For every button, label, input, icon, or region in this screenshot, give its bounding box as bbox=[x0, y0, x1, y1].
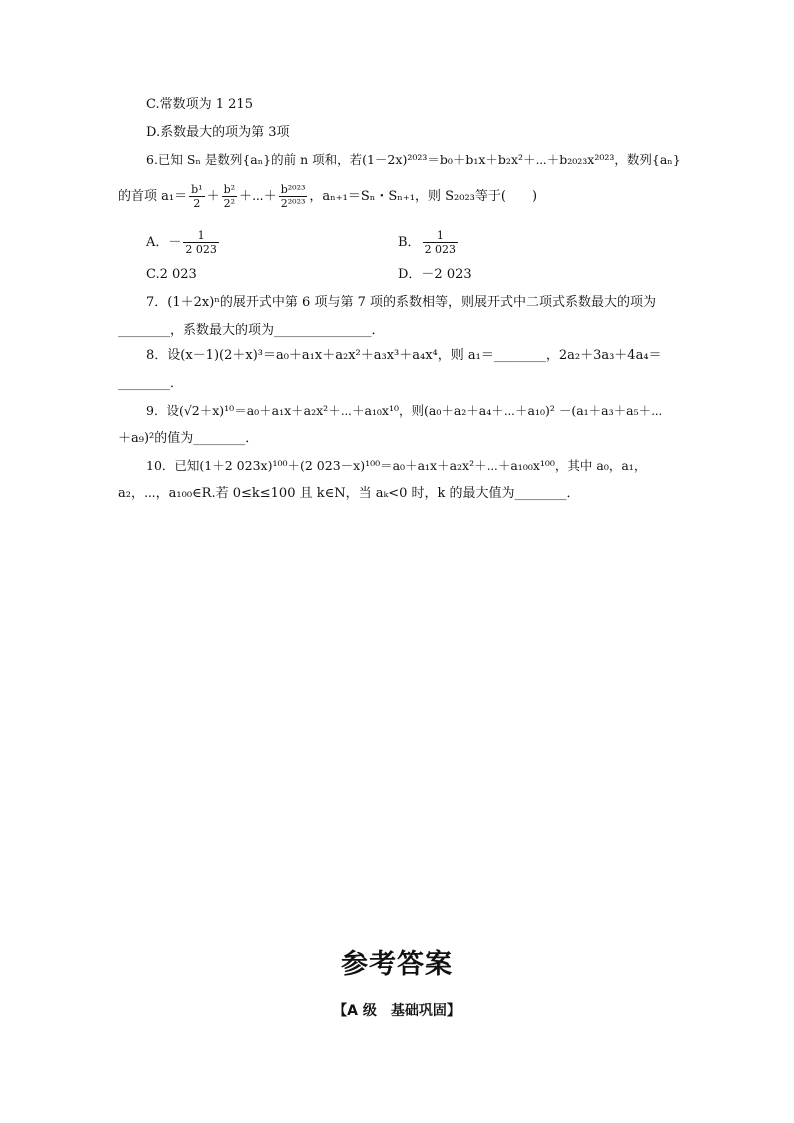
option-d: D．－2 023 bbox=[398, 267, 472, 282]
option-a: A．－ $\frac{1}{2 023}$ bbox=[146, 229, 217, 256]
answer-section-heading: 【A 级 基础巩固】 bbox=[333, 1003, 461, 1019]
fraction-b2023-over-2pow: $\frac{\text{b²⁰²³}}{\text{2²⁰²³}}$ bbox=[280, 183, 306, 210]
question-8-line-2: ________． bbox=[118, 376, 184, 391]
plus-ellipsis: ＋⋯＋ bbox=[239, 189, 277, 204]
question-9-line-1: 9．设(√2＋x)¹⁰＝a₀＋a₁x＋a₂x²＋⋯＋a₁₀x¹⁰，则(a₀＋a₂＋a₄＋⋯＋a₁₀)² －(a₁＋a₃＋a₅＋⋯ bbox=[146, 403, 663, 418]
option-d-text: D.系数最大的项为第 3项 bbox=[146, 125, 290, 140]
question-10-line-2: a₂，⋯，a₁₀₀∈R.若 0≤k≤100 且 k∈N，当 aₖ<0 时，k 的最大值为________． bbox=[118, 486, 580, 501]
question-7-line-2: ________，系数最大的项为_______________． bbox=[118, 323, 385, 338]
q6-first-term-label: 的首项 a₁＝ bbox=[118, 189, 188, 204]
question-6-stem: 6.已知 Sₙ 是数列{aₙ}的前 n 项和，若(1－2x)²⁰²³＝b₀＋b₁x＋b₂x²＋⋯＋b₂₀₂₃x²⁰²³，数列{aₙ} bbox=[146, 152, 681, 167]
option-b: B． $\frac{1}{2 023}$ bbox=[398, 229, 457, 256]
fraction-b2-over-2sq: $\frac{\text{b²}}{\text{2²}}$ bbox=[223, 183, 236, 210]
plus-sign: ＋ bbox=[206, 189, 220, 204]
question-8-line-1: 8．设(x－1)(2＋x)³＝a₀＋a₁x＋a₂x²＋a₃x³＋a₄x⁴，则 a₁＝________，2a₂＋3a₃＋4a₄＝ bbox=[146, 348, 662, 363]
question-10-line-1: 10．已知(1＋2 023x)¹⁰⁰＋(2 023－x)¹⁰⁰＝a₀＋a₁x＋a₂x²＋⋯＋a₁₀₀x¹⁰⁰，其中 a₀，a₁， bbox=[146, 458, 647, 473]
question-9-line-2: ＋a₉)²的值为________． bbox=[118, 431, 259, 446]
q6-recurrence: ，aₙ₊₁＝Sₙ・Sₙ₊₁，则 S₂₀₂₃等于( ) bbox=[309, 189, 538, 204]
option-c: C.2 023 bbox=[146, 267, 197, 282]
answer-title: 参考答案 bbox=[341, 949, 453, 980]
option-c-text: C.常数项为 1 215 bbox=[146, 97, 253, 112]
fraction-b1-over-2: $\frac{\text{b¹}}{2}$ bbox=[191, 183, 203, 210]
question-7-line-1: 7．(1＋2x)ⁿ的展开式中第 6 项与第 7 项的系数相等，则展开式中二项式系数最大的项为 bbox=[146, 295, 656, 310]
question-6-stem-continued bbox=[118, 182, 537, 212]
